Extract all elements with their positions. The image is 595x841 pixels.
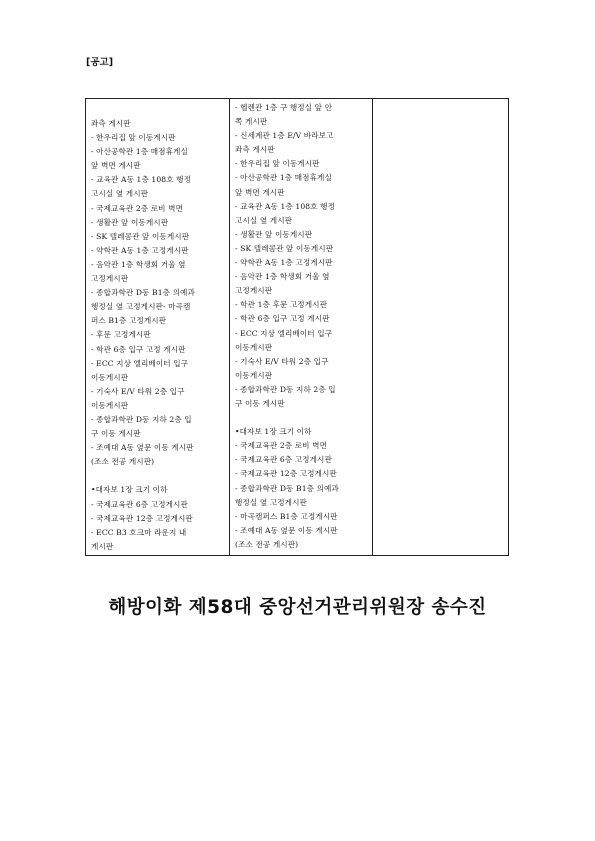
table-line: 고시실 옆 게시판 [235,215,293,225]
table-column-1 [86,99,230,555]
table-line: - 음악관 1층 학생회 거울 옆 [235,272,330,282]
table-line: - SK 텔레콤관 앞 이동게시판 [91,231,190,241]
table-line: 앞 벽면 게시판 [235,187,285,197]
table-line: - 학관 6층 입구 고정 게시판 [235,314,330,324]
table-line: - 후문 고정게시판 [91,330,151,340]
table-line [235,411,368,425]
table-line: - 국제교육관 2층 로비 벽면 [91,203,184,213]
table-line: 이동게시판 [91,400,129,410]
table-line: - 학관 1층 후문 고정게시판 [235,300,328,310]
table-line: - 마곡캠퍼스 B1층 고정게시판 [235,511,338,521]
table-line: - 국제교육관 6층 고정게시판 [91,499,188,509]
table-line: 행정실 옆 고정게시판- 마곡캠 [91,302,191,312]
table-line: - 한우리집 앞 이동게시판 [235,159,320,169]
table-column-2 [230,99,373,555]
table-line: - 종합과학관 D동 B1층 의예과 [91,288,195,298]
table-line: - ECC B3 호크마 라운지 내 [91,527,187,537]
table-line: - 한우리집 앞 이동게시판 [91,133,176,143]
table-line: 퍼스 B1층 고정게시판 [91,316,167,326]
table-line: - 국제교육관 12층 고정게시판 [91,513,193,523]
table-line: - 종합과학관 D동 B1층 의예과 [235,483,339,493]
table-line: - 기숙사 E/V 타워 2층 입구 [91,386,185,396]
table-line: - 신세계관 1층 E/V 바라보고 [235,131,334,141]
table-line: 앞 벽면 게시판 [91,161,141,171]
table-line: - 종합과학관 D동 지하 2층 입 [235,384,336,394]
table-line: - 조예대 A동 옆문 이동 게시판 [91,443,194,453]
table-line: 고시실 옆 게시판 [91,189,149,199]
table-line: (조소 전공 게시판) [235,539,299,549]
table-line: 이동게시판 [235,342,273,352]
table-line: •대자보 1장 크기 이하 [91,485,168,495]
notice-tag: [공고] [86,57,114,68]
table-line: 게시판 [91,541,114,551]
table-line: - 학관 6층 입구 고정 게시판 [91,344,186,354]
signature-line: 해방이화 제58대 중앙선거관리위원장 송수진 [108,597,487,618]
table-line: 구 이동 게시판 [235,398,285,408]
table-line: - SK 텔레콤관 앞 이동게시판 [235,243,334,253]
table-line: 고정게시판 [91,274,129,284]
table-line [91,469,225,483]
table-column-3 [373,99,508,555]
table-line: - 약학관 A동 1층 고정게시판 [91,245,189,255]
table-line: 구 이동 게시판 [91,429,141,439]
table-line: 고정게시판 [235,286,273,296]
table-line: - ECC 지상 엘리베이터 입구 [235,328,333,338]
table-line: 이동게시판 [235,370,273,380]
table-line: - ECC 지상 엘리베이터 입구 [91,358,189,368]
table-line: - 아산공학관 1층 매점휴게실 [235,173,332,183]
table-line: - 약학관 A동 1층 고정게시판 [235,258,333,268]
table-line: - 헬렌관 1층 구 행정실 앞 안 [235,103,333,112]
table-line: - 교육관 A동 1층 108호 행정 [235,201,336,211]
table-line: 이동게시판 [91,372,129,382]
table-line: 좌측 게시판 [91,119,131,128]
table-line: - 국제교육관 12층 고정게시판 [235,469,337,479]
table-line: - 국제교육관 2층 로비 벽면 [235,441,328,451]
table-line: - 조예대 A동 옆문 이동 게시판 [235,525,338,535]
table-line: (조소 전공 게시판) [91,457,155,467]
table-line: 좌측 게시판 [235,145,275,155]
table-line: - 아산공학관 1층 매점휴게실 [91,147,188,157]
table-line: - 생활관 앞 이동게시판 [235,229,313,239]
table-line: - 국제교육관 6층 고정게시판 [235,455,332,465]
table-line: - 생활관 앞 이동게시판 [91,217,169,227]
table-line: - 종합과학관 D동 지하 2층 입 [91,414,192,424]
table-line: - 교육관 A동 1층 108호 행정 [91,175,192,185]
table-line: 행정실 옆 고정게시판 [235,497,307,507]
table-line: •대자보 1장 크기 이하 [235,427,312,437]
table-line: 쪽 게시판 [235,117,268,127]
board-location-table [85,98,509,556]
table-line: - 음악관 1층 학생회 거울 옆 [91,259,186,269]
table-line: - 기숙사 E/V 타워 2층 입구 [235,356,329,366]
